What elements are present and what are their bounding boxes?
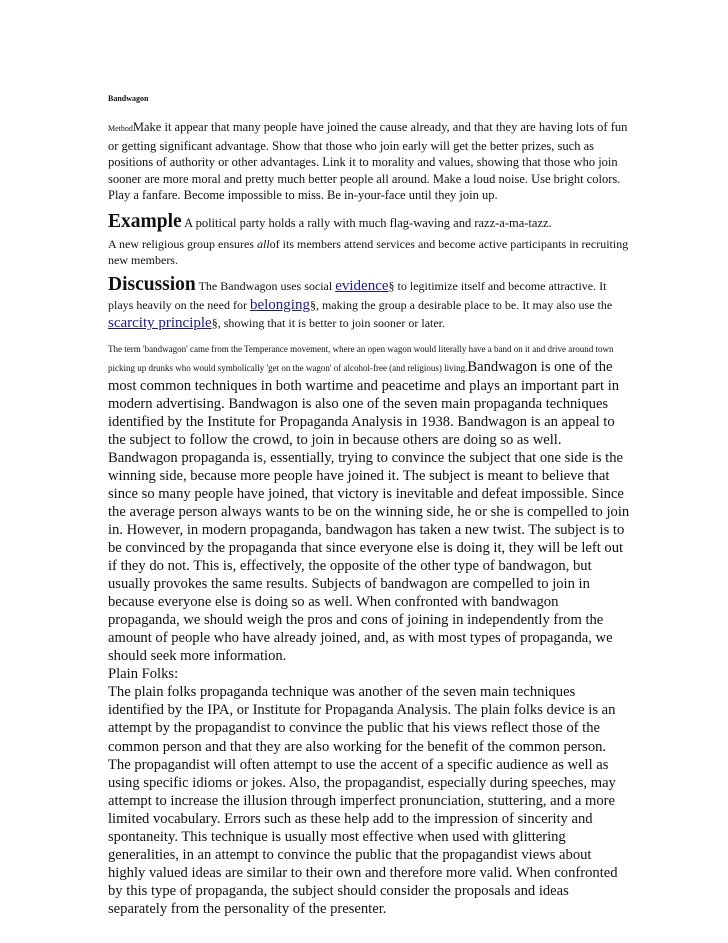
method-text: Make it appear that many people have joined the cause already, and that they are having lots of fun or getting significant advantage. Show that those who join early will get the better prizes, such as positions of authority or other advantages. Link it to morality and values, showing that those who join sooner are more moral and pretty much better people all around. Make a loud noise. Use bright colors. Play a fanfare. Become impossible to miss. Be in-your-face until they join up. — [108, 120, 628, 202]
plain-folks-heading: Plain Folks: — [108, 666, 179, 683]
discussion-heading: Discussion — [108, 274, 196, 295]
scarcity-principle-link[interactable]: scarcity principle — [108, 315, 212, 331]
bandwagon-body-text: Bandwagon is one of the most common techniques in both wartime and peacetime and plays an important part in modern advertising. Bandwagon is also one of the seven main propaganda techniques identified by the Institute for Propaganda Analysis in 1938. Bandwagon is an appeal to the subject to follow the crowd, to join in because others are doing so as well. Bandwagon propaganda is, essentially, trying to convince the subject that one side is the winning side, because more people have joined it. The subject is meant to believe that since so many people have joined, that victory is inevitable and defeat impossible. Since the average person always wants to be on the winning side, he or she is compelled to join in. However, in modern propaganda, bandwagon has taken a new twist. The subject is to be convinced by the propaganda that since everyone else is doing it, they will be left out if they do not. This is, effectively, the opposite of the other type of bandwagon, but usually provokes the same results. Subjects of bandwagon are compelled to join in because everyone else is doing so as well. When confronted with bandwagon propaganda, we should weigh the pros and cons of joining in independently from the amount of people who have already joined, and, as with most types of propaganda, we should seek more information. — [108, 358, 630, 665]
discussion-paragraph — [108, 276, 630, 333]
example-second-paragraph — [108, 237, 630, 268]
example-second-text: A new religious group ensures — [108, 237, 257, 251]
discussion-text: The Bandwagon uses social — [198, 279, 336, 293]
bandwagon-body-paragraph — [108, 339, 630, 666]
document-page — [108, 94, 630, 918]
example-second-text-end: of its members attend services and become active participants in recruiting new members. — [108, 237, 629, 267]
plain-folks-body: The plain folks propaganda technique was another of the seven main techniques identified by the IPA, or Institute for Propaganda Analysis. The plain folks device is an attempt by the propagandist to convince the public that his views reflect those of the common person and that they are also working for the benefit of the common person. The propagandist will often attempt to use the accent of a specific audience as well as using specific idioms or jokes. Also, the propagandist, especially during speeches, may attempt to increase the illusion through imperfect pronunciation, stuttering, and a more limited vocabulary. Errors such as these help add to the impression of sincerity and spontaneity. This technique is usually most effective when used with glittering generalities, in an attempt to convince the public that the propagandist views about highly valued ideas are similar to their own and therefore more valid. When confronted by this type of propaganda, the subject should consider the proposals and ideas separately from the personality of the presenter. — [108, 684, 618, 917]
evidence-link[interactable]: evidence — [335, 278, 389, 294]
discussion-text: § to legitimize itself and become attractive. It plays heavily on the need for — [108, 279, 607, 312]
method-paragraph — [108, 119, 630, 204]
example-emphasis: all — [256, 237, 270, 251]
discussion-text: §, making the group a desirable place to be. It may also use the — [309, 297, 613, 312]
bandwagon-origin-note: The term 'bandwagon' came from the Temperance movement, where an open wagon would literally have a band on it and drive around town picking up drunks who would symbolically 'get on the wagon' of alcohol-free (and religious) living. — [108, 343, 614, 373]
belonging-link[interactable]: belonging — [249, 296, 310, 313]
example-text: A political party holds a rally with much flag-waving and razz-a-ma-tazz. — [184, 215, 552, 230]
discussion-text: §, showing that it is better to join sooner or later. — [211, 316, 446, 330]
example-heading: Example — [108, 210, 182, 232]
example-paragraph — [108, 210, 630, 232]
page-title: Bandwagon — [108, 94, 149, 103]
method-label: Method — [108, 124, 133, 133]
